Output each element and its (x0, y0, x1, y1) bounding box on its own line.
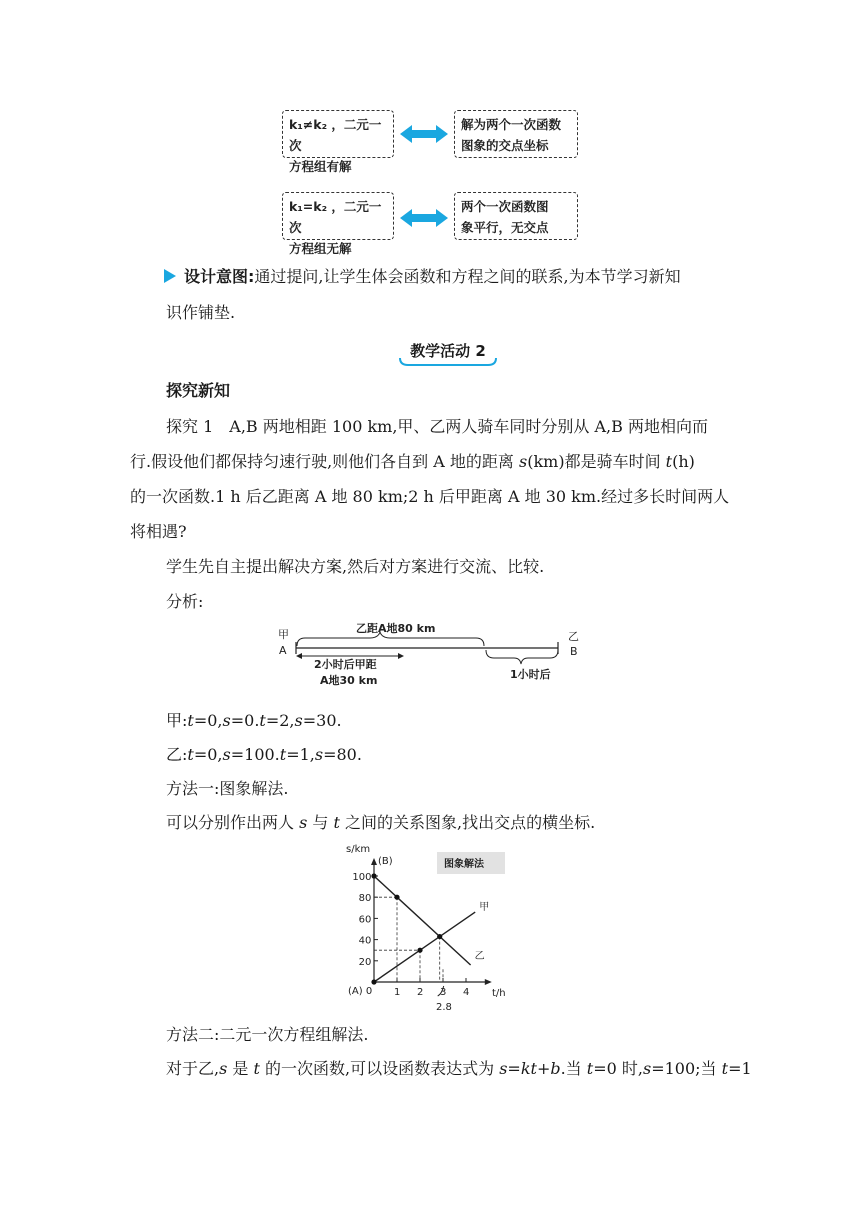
jia-e4: =30. (302, 711, 342, 730)
yi-e1: =0, (193, 745, 223, 764)
diagram-bottom-right-label: 1小时后 (510, 668, 551, 681)
method1-title: 方法一:图象解法. (166, 779, 289, 798)
m2-d: .当 (560, 1059, 587, 1078)
condition-box-1-line1: k₁≠k₂ ，二元一次 (289, 117, 382, 153)
data-point (371, 873, 376, 878)
m2-s: s (219, 1059, 228, 1078)
diagram-yi-label: 乙 (568, 630, 579, 643)
result-box-2 (454, 192, 578, 240)
y-tick-label: 100 (352, 872, 372, 883)
jia-e1: =0, (193, 711, 223, 730)
x-tick-label: 4 (463, 987, 470, 998)
activity-heading (398, 340, 498, 368)
m2-t2: t (586, 1059, 594, 1078)
problem-line2-c: (h) (672, 452, 695, 471)
method1-desc-a: 可以分别作出两人 (166, 813, 300, 832)
point-b-label: (B) (378, 856, 393, 867)
student-line: 学生先自主提出解决方案,然后对方案进行交流、比较. (166, 557, 545, 576)
m2-b: 是 (227, 1059, 254, 1078)
jia-s2: s (294, 711, 303, 730)
data-point (394, 895, 399, 900)
diagram-b-label: B (570, 645, 578, 658)
jia-t2: t (259, 711, 266, 730)
m2-a: 对于乙, (166, 1059, 220, 1078)
design-intent-label: 设计意图: (184, 267, 255, 286)
result-box-1-line1: 解为两个一次函数 (461, 117, 562, 132)
diagram-top-brace-label: 乙距A地80 km (356, 622, 436, 635)
problem-var-s: s (519, 452, 528, 471)
method2-desc (166, 1059, 752, 1079)
graph-title: 图象解法 (444, 859, 484, 870)
x-tick-label: 3 (440, 987, 447, 998)
result-box-1 (454, 110, 578, 158)
method1-desc (166, 813, 595, 833)
m2-t: t (253, 1059, 260, 1078)
yi-s1: s (222, 745, 231, 764)
problem-line1: 探究 1 A,B 两地相距 100 km,甲、乙两人骑车同时分别从 A,B 两地相向而 (166, 417, 708, 436)
m2-c: 的一次函数,可以设函数表达式为 (259, 1059, 500, 1078)
diagram-bottom-left-label-2: A地30 km (320, 674, 378, 687)
m2-h: =1 (728, 1059, 752, 1078)
yi-conditions (166, 745, 362, 765)
x-tick-label: 1 (394, 987, 401, 998)
heading-underline-icon (398, 356, 498, 368)
jia-e3: =2, (265, 711, 295, 730)
condition-box-1-line2: 方程组有解 (289, 159, 352, 174)
yi-name: 乙: (166, 745, 188, 764)
diagram-jia-label: 甲 (278, 628, 289, 641)
condition-box-2-line2: 方程组无解 (289, 241, 352, 256)
condition-box-1 (282, 110, 394, 174)
y-tick-label: 80 (358, 893, 372, 905)
section-title: 探究新知 (166, 381, 231, 400)
method1-desc-b: 与 (307, 813, 334, 832)
result-box-2-line2: 象平行，无交点 (461, 220, 549, 235)
condition-box-2 (282, 192, 394, 256)
jia-s1: s (222, 711, 231, 730)
y-axis-arrow (371, 858, 377, 865)
problem-var-t: t (665, 452, 673, 471)
method1-var-t: t (333, 813, 340, 832)
y-tick-label: 40 (358, 935, 372, 947)
yi-s2: s (314, 745, 324, 764)
method1-var-s: s (299, 813, 308, 832)
activity-heading-text: 教学活动 2 (410, 342, 486, 360)
m2-g: =100;当 (651, 1059, 722, 1078)
problem-line2-a: 行.假设他们都保持匀速行驶,则他们各自到 A 地的距离 (130, 452, 519, 471)
m2-s2: s (642, 1059, 652, 1078)
design-intent-line2: 识作铺垫. (166, 303, 236, 322)
m2-t3: t (721, 1059, 729, 1078)
jia-e2: =0. (230, 711, 260, 730)
diagram-a-label: A (279, 644, 287, 657)
m2-e: =0 时, (593, 1059, 643, 1078)
jia-name: 甲: (166, 711, 188, 730)
series-label: 甲 (479, 902, 490, 914)
problem-line2 (130, 452, 695, 472)
x-tick-label: 2 (417, 987, 424, 998)
result-box-1-line2: 图象的交点坐标 (461, 138, 549, 153)
series-label: 乙 (474, 951, 485, 963)
data-point (437, 934, 442, 939)
yi-t2: t (279, 745, 287, 764)
double-arrow-icon (400, 206, 448, 230)
diagram-bottom-left-label-1: 2小时后甲距 (314, 658, 377, 671)
method2-title: 方法二:二元一次方程组解法. (166, 1025, 369, 1044)
data-point (371, 979, 376, 984)
method1-desc-c: 之间的关系图象,找出交点的横坐标. (339, 813, 596, 832)
problem-line4: 将相遇? (130, 522, 187, 541)
problem-line2-b: (km)都是骑车时间 (527, 452, 666, 471)
y-axis-label: s/km (346, 844, 371, 855)
y-tick-label: 20 (358, 956, 372, 968)
distance-diagram (270, 620, 600, 692)
series-line-yi (374, 876, 471, 965)
graph-chart (340, 840, 520, 1016)
intersection-x-label: 2.8 (436, 1002, 452, 1013)
yi-e2: =100. (230, 745, 280, 764)
m2-formula: s=kt+b (499, 1059, 561, 1078)
x-axis-arrow (485, 979, 492, 985)
yi-e3: =1, (286, 745, 315, 764)
play-triangle-icon (164, 269, 176, 283)
yi-e4: =80. (323, 745, 362, 764)
yi-t1: t (187, 745, 194, 764)
origin-label: (A) 0 (348, 986, 373, 997)
y-tick-label: 60 (358, 914, 372, 926)
design-intent-text: 通过提问,让学生体会函数和方程之间的联系,为本节学习新知 (254, 267, 681, 286)
diagram-bottom-brace (486, 650, 558, 664)
design-intent-line1 (184, 267, 681, 287)
double-arrow-icon (400, 122, 448, 146)
condition-box-2-line1: k₁=k₂ ，二元一次 (289, 199, 382, 235)
data-point (417, 948, 422, 953)
x-axis-label: t/h (492, 988, 506, 999)
result-box-2-line1: 两个一次函数图 (461, 199, 549, 214)
problem-line3: 的一次函数.1 h 后乙距离 A 地 80 km;2 h 后甲距离 A 地 30 km.经过多长时间两人 (130, 487, 730, 506)
jia-t1: t (187, 711, 194, 730)
jia-conditions (166, 711, 342, 731)
analysis-label: 分析: (166, 592, 204, 611)
